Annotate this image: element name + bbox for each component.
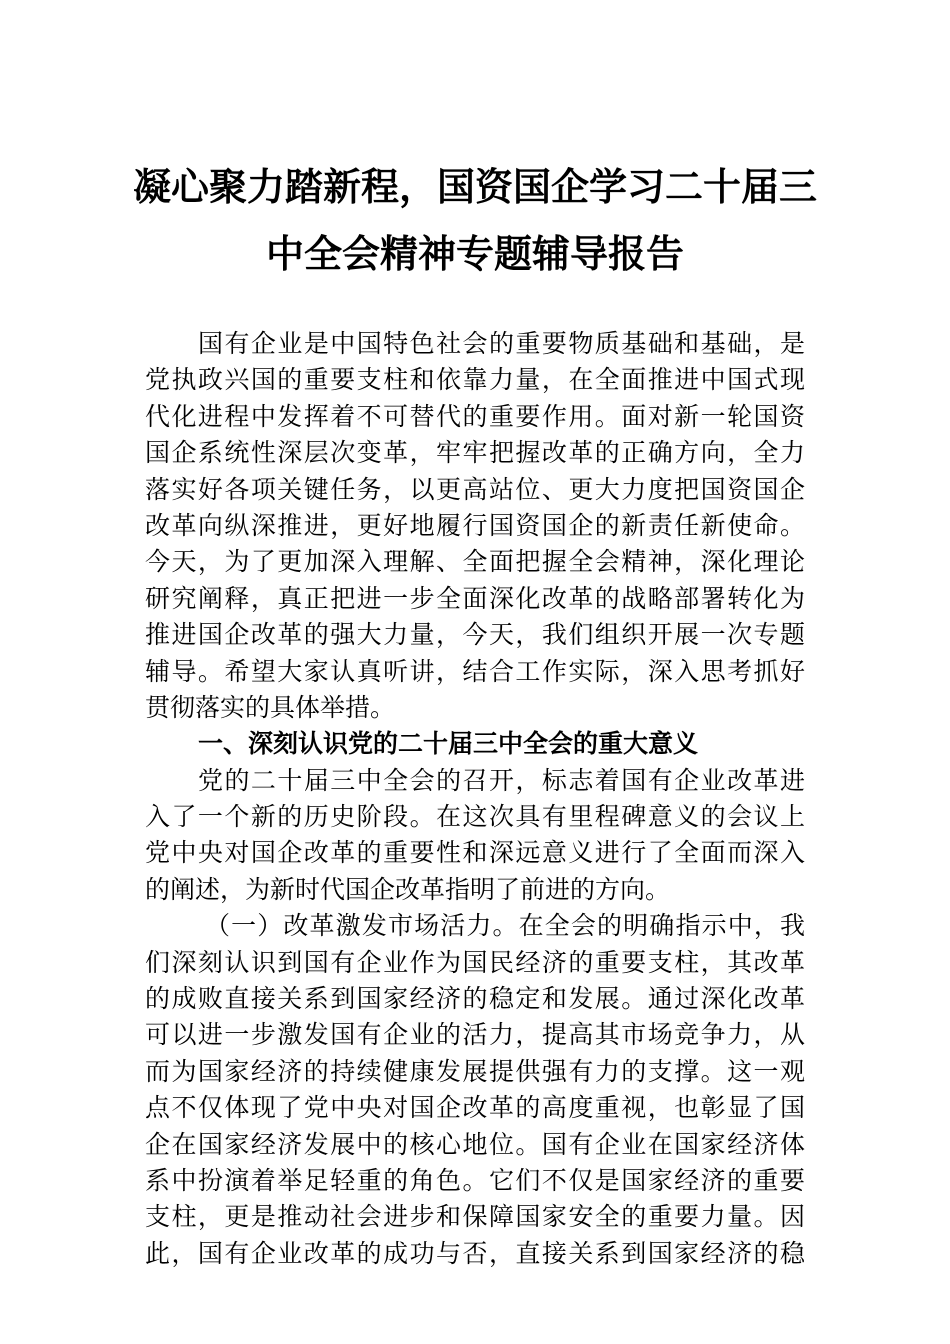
section-line: 入了一个新的历史阶段。在这次具有里程碑意义的会议上 [145,802,805,832]
section-line: 的阐述，为新时代国企改革指明了前进的方向。 [145,874,671,904]
document-title-line-1: 凝心聚力踏新程，国资国企学习二十届三 [132,164,817,209]
intro-line: 代化进程中发挥着不可替代的重要作用。面对新一轮国资 [145,401,805,431]
subsection-line: 们深刻认识到国有企业作为国民经济的重要支柱，其改革 [145,947,805,977]
document-body [145,326,805,1272]
subsection-line: 此，国有企业改革的成功与否，直接关系到国家经济的稳 [145,1238,805,1268]
subsection-line: 企在国家经济发展中的核心地位。国有企业在国家经济体 [145,1129,805,1159]
intro-line: 国企系统性深层次变革，牢牢把握改革的正确方向，全力 [145,438,805,468]
intro-line: 落实好各项关键任务，以更高站位、更大力度把国资国企 [145,474,805,504]
document-title-line-2: 中全会精神专题辅导报告 [265,231,684,276]
intro-line: 党执政兴国的重要支柱和依靠力量，在全面推进中国式现 [145,365,805,395]
section-heading: 一、深刻认识党的二十届三中全会的重大意义 [198,729,699,759]
subsection-line: 的成败直接关系到国家经济的稳定和发展。通过深化改革 [145,984,805,1014]
subsection-line: 点不仅体现了党中央对国企改革的高度重视，也彰显了国 [145,1093,805,1123]
subsection-line: （一）改革激发市场活力。在全会的明确指示中，我 [205,911,805,941]
intro-line: 推进国企改革的强大力量，今天，我们组织开展一次专题 [145,620,805,650]
subsection-line: 可以进一步激发国有企业的活力，提高其市场竞争力，从 [145,1020,805,1050]
subsection-line: 系中扮演着举足轻重的角色。它们不仅是国家经济的重要 [145,1165,805,1195]
intro-line: 今天，为了更加深入理解、全面把握全会精神，深化理论 [145,547,805,577]
subsection-line: 而为国家经济的持续健康发展提供强有力的支撑。这一观 [145,1056,805,1086]
intro-line: 贯彻落实的具体举措。 [145,692,396,722]
section-line: 党的二十届三中全会的召开，标志着国有企业改革进 [198,765,805,795]
intro-line: 辅导。希望大家认真听讲，结合工作实际，深入思考抓好 [145,656,805,686]
section-line: 党中央对国企改革的重要性和深远意义进行了全面而深入 [145,838,805,868]
intro-line: 研究阐释，真正把进一步全面深化改革的战略部署转化为 [145,583,805,613]
intro-line: 改革向纵深推进，更好地履行国资国企的新责任新使命。 [145,510,805,540]
subsection-line: 支柱，更是推动社会进步和保障国家安全的重要力量。因 [145,1202,805,1232]
intro-line: 国有企业是中国特色社会的重要物质基础和基础，是 [198,329,805,358]
